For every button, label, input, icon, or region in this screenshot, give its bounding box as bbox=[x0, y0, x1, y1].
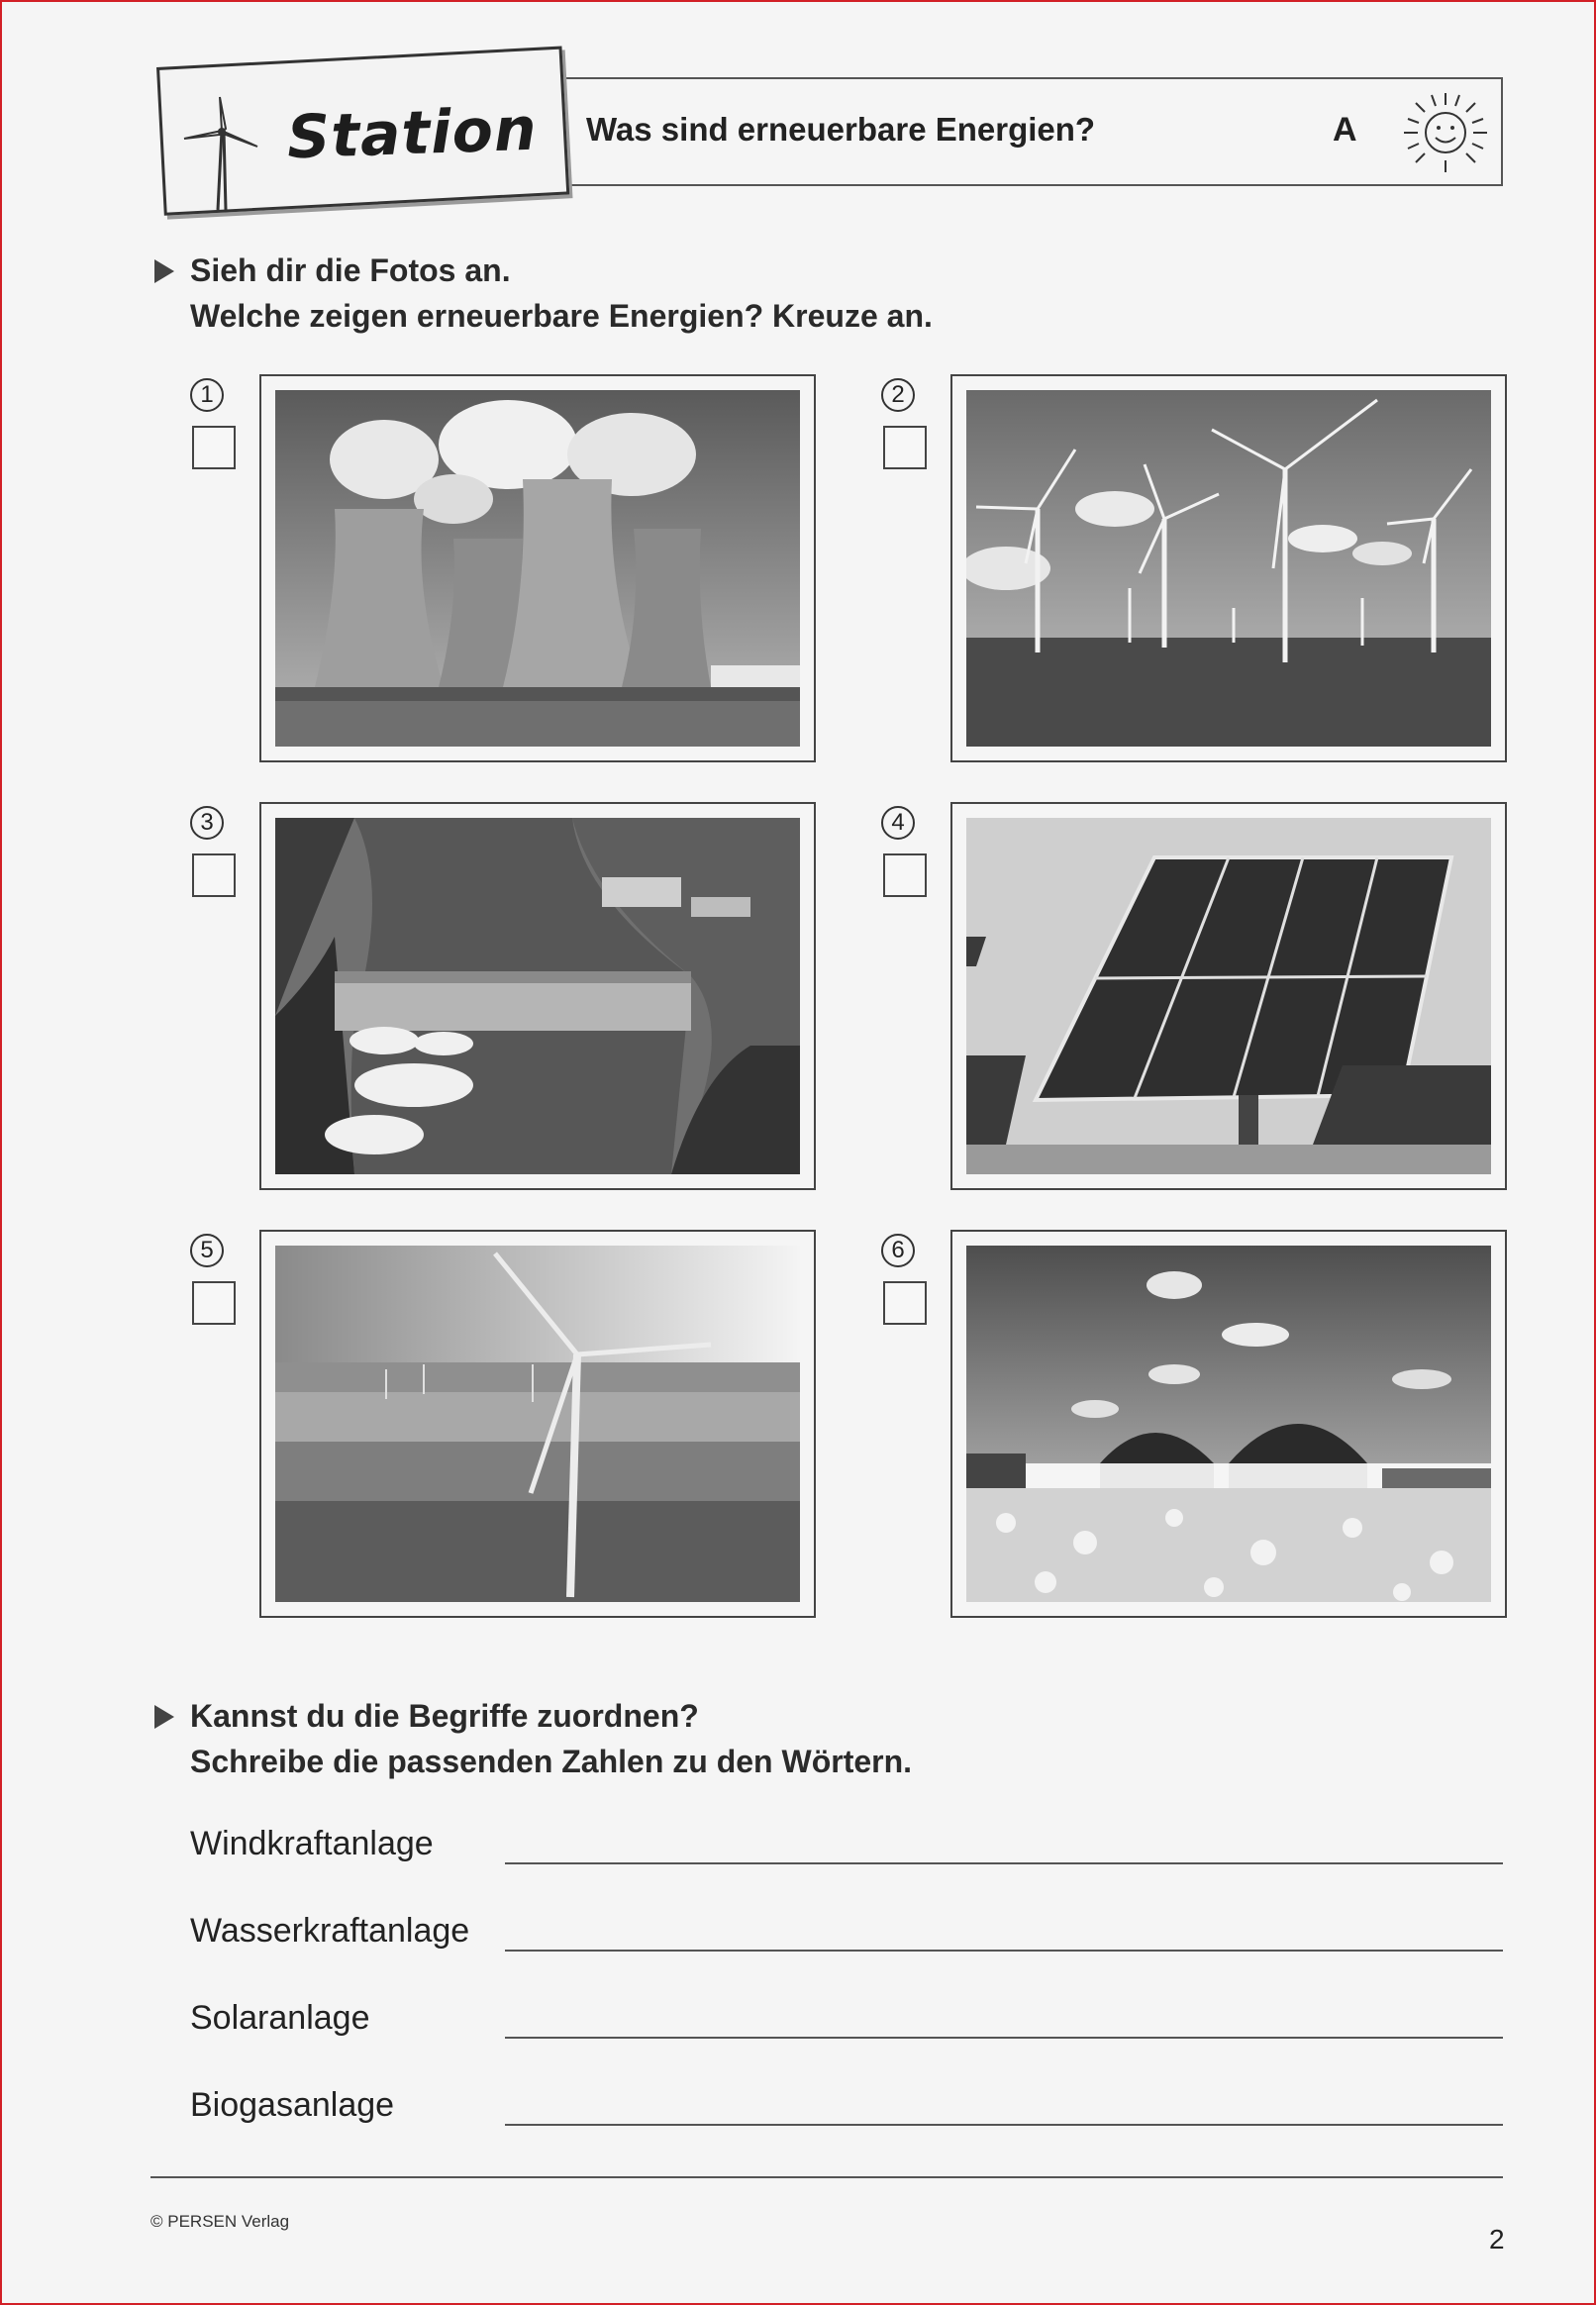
answer-line-1[interactable] bbox=[505, 1862, 1503, 1864]
photo-frame bbox=[259, 374, 816, 762]
photo-number: 5 bbox=[190, 1234, 224, 1267]
footer-divider bbox=[150, 2176, 1503, 2178]
cooling-towers-photo bbox=[275, 390, 800, 747]
checkbox-5[interactable] bbox=[192, 1281, 236, 1325]
arrow-right-icon bbox=[154, 259, 174, 283]
checkbox-1[interactable] bbox=[192, 426, 236, 469]
photo-frame bbox=[950, 374, 1507, 762]
windmill-icon bbox=[174, 91, 269, 214]
term-biogasanlage: Biogasanlage bbox=[190, 2086, 395, 2124]
photo-item-4 bbox=[842, 802, 1535, 1193]
photo-number: 6 bbox=[881, 1234, 915, 1267]
hydropower-dam-photo bbox=[275, 818, 800, 1174]
photo-number: 1 bbox=[190, 378, 224, 412]
task1-line1: Sieh dir die Fotos an. bbox=[190, 252, 511, 288]
term-windkraftanlage: Windkraftanlage bbox=[190, 1825, 434, 1862]
answer-line-4[interactable] bbox=[505, 2124, 1503, 2126]
photo-item-1 bbox=[150, 374, 844, 765]
page-title: Was sind erneuerbare Energien? bbox=[586, 111, 1096, 148]
copyright: © PERSEN Verlag bbox=[150, 2212, 290, 2231]
term-wasserkraftanlage: Wasserkraftanlage bbox=[190, 1912, 470, 1950]
photo-frame bbox=[950, 1230, 1507, 1618]
answer-line-3[interactable] bbox=[505, 2037, 1503, 2039]
arrow-right-icon bbox=[154, 1705, 174, 1729]
photo-item-5 bbox=[150, 1230, 844, 1621]
photo-frame bbox=[259, 802, 816, 1190]
task1-instructions bbox=[149, 248, 933, 339]
photo-number: 2 bbox=[881, 378, 915, 412]
page-number: 2 bbox=[1489, 2224, 1505, 2255]
photo-item-3 bbox=[150, 802, 844, 1193]
wind-turbine-field-photo bbox=[275, 1246, 800, 1602]
checkbox-4[interactable] bbox=[883, 853, 927, 897]
offshore-wind-farm-photo bbox=[966, 390, 1491, 747]
photo-item-6 bbox=[842, 1230, 1535, 1621]
answer-line-2[interactable] bbox=[505, 1950, 1503, 1952]
photo-item-2 bbox=[842, 374, 1535, 765]
task1-line2: Welche zeigen erneuerbare Energien? Kreuze an. bbox=[190, 298, 933, 334]
checkbox-3[interactable] bbox=[192, 853, 236, 897]
level-badge: A bbox=[1333, 111, 1357, 149]
photo-frame bbox=[950, 802, 1507, 1190]
task2-instructions bbox=[149, 1693, 912, 1784]
term-solaranlage: Solaranlage bbox=[190, 1999, 370, 2037]
photo-frame bbox=[259, 1230, 816, 1618]
task2-line2: Schreibe die passenden Zahlen zu den Wörtern. bbox=[190, 1744, 913, 1779]
checkbox-2[interactable] bbox=[883, 426, 927, 469]
photo-number: 4 bbox=[881, 806, 915, 840]
checkbox-6[interactable] bbox=[883, 1281, 927, 1325]
solar-panel-photo bbox=[966, 818, 1491, 1174]
photo-number: 3 bbox=[190, 806, 224, 840]
task2-line1: Kannst du die Begriffe zuordnen? bbox=[190, 1698, 699, 1734]
biogas-plant-photo bbox=[966, 1246, 1491, 1602]
sun-icon bbox=[1396, 87, 1495, 178]
station-label: Station bbox=[285, 94, 539, 173]
